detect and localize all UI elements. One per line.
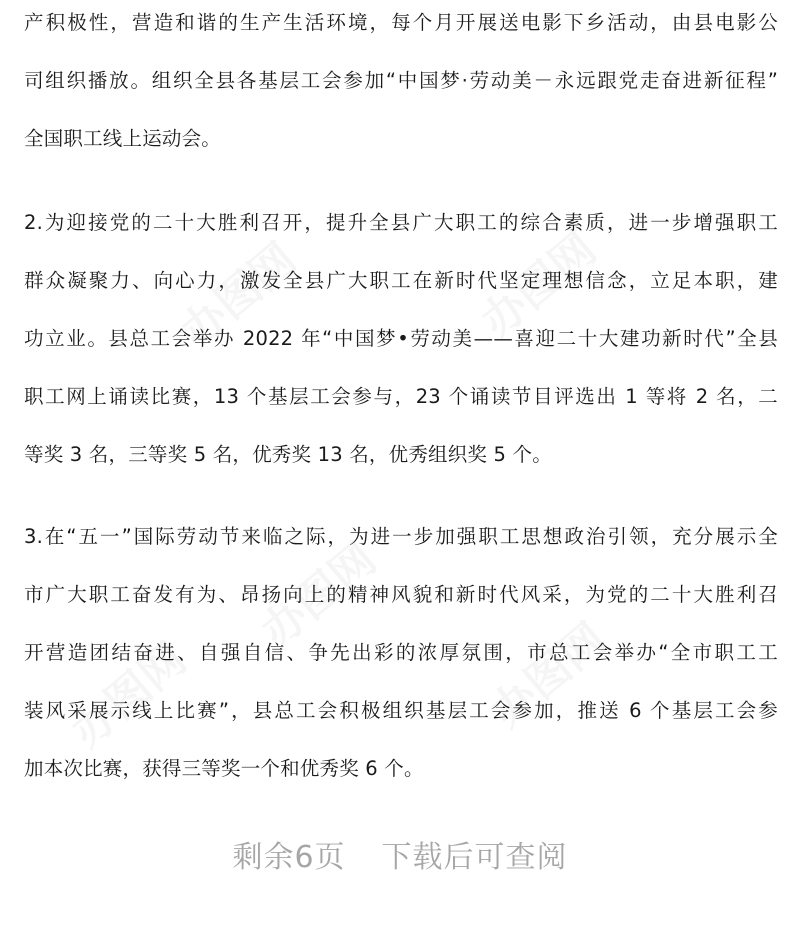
watermark: 办图网 <box>171 233 306 358</box>
remaining-pages-label: 剩余6页 <box>232 840 346 875</box>
watermark: 办图网 <box>61 633 196 758</box>
remaining-pages-notice[interactable] <box>0 832 800 876</box>
text-line: 司组织播放。组织全县各基层工会参加“中国梦·劳动美－永远跟党走奋进新征程” <box>24 69 778 92</box>
text-line: 职工网上诵读比赛，13 个基层工会参与，23 个诵读节目评选出 1 等将 2 名，二 <box>24 385 778 408</box>
watermark: 办图网 <box>251 533 386 658</box>
text-line: 开营造团结奋进、自强自信、争先出彩的浓厚氛围，市总工会举办“全市职工工 <box>24 641 778 664</box>
watermark: 办图网 <box>471 223 606 348</box>
text-line: 群众凝聚力、向心力，激发全县广大职工在新时代坚定理想信念，立足本职，建 <box>24 269 778 292</box>
text-line: 3.在“五一”国际劳动节来临之际，为进一步加强职工思想政治引领，充分展示全 <box>24 525 778 548</box>
text-line: 市广大职工奋发有为、昂扬向上的精神风貌和新时代风采，为党的二十大胜利召 <box>24 583 778 606</box>
download-prompt: 下载后可查阅 <box>381 840 568 875</box>
text-line: 加本次比赛，获得三等奖一个和优秀奖 6 个。 <box>24 757 424 780</box>
text-line: 装风采展示线上比赛”，县总工会积极组织基层工会参加，推送 6 个基层工会参 <box>24 699 778 722</box>
watermark: 办图网 <box>481 613 616 738</box>
text-line: 产积极性，营造和谐的生产生活环境，每个月开展送电影下乡活动，由县电影公 <box>24 11 778 34</box>
text-line: 2.为迎接党的二十大胜利召开，提升全县广大职工的综合素质，进一步增强职工 <box>24 211 778 234</box>
text-line: 全国职工线上运动会。 <box>24 127 222 150</box>
text-line: 等奖 3 名，三等奖 5 名，优秀奖 13 名，优秀组织奖 5 个。 <box>24 443 552 466</box>
text-line: 功立业。县总工会举办 2022 年“中国梦•劳动美——喜迎二十大建功新时代”全县 <box>24 327 778 350</box>
